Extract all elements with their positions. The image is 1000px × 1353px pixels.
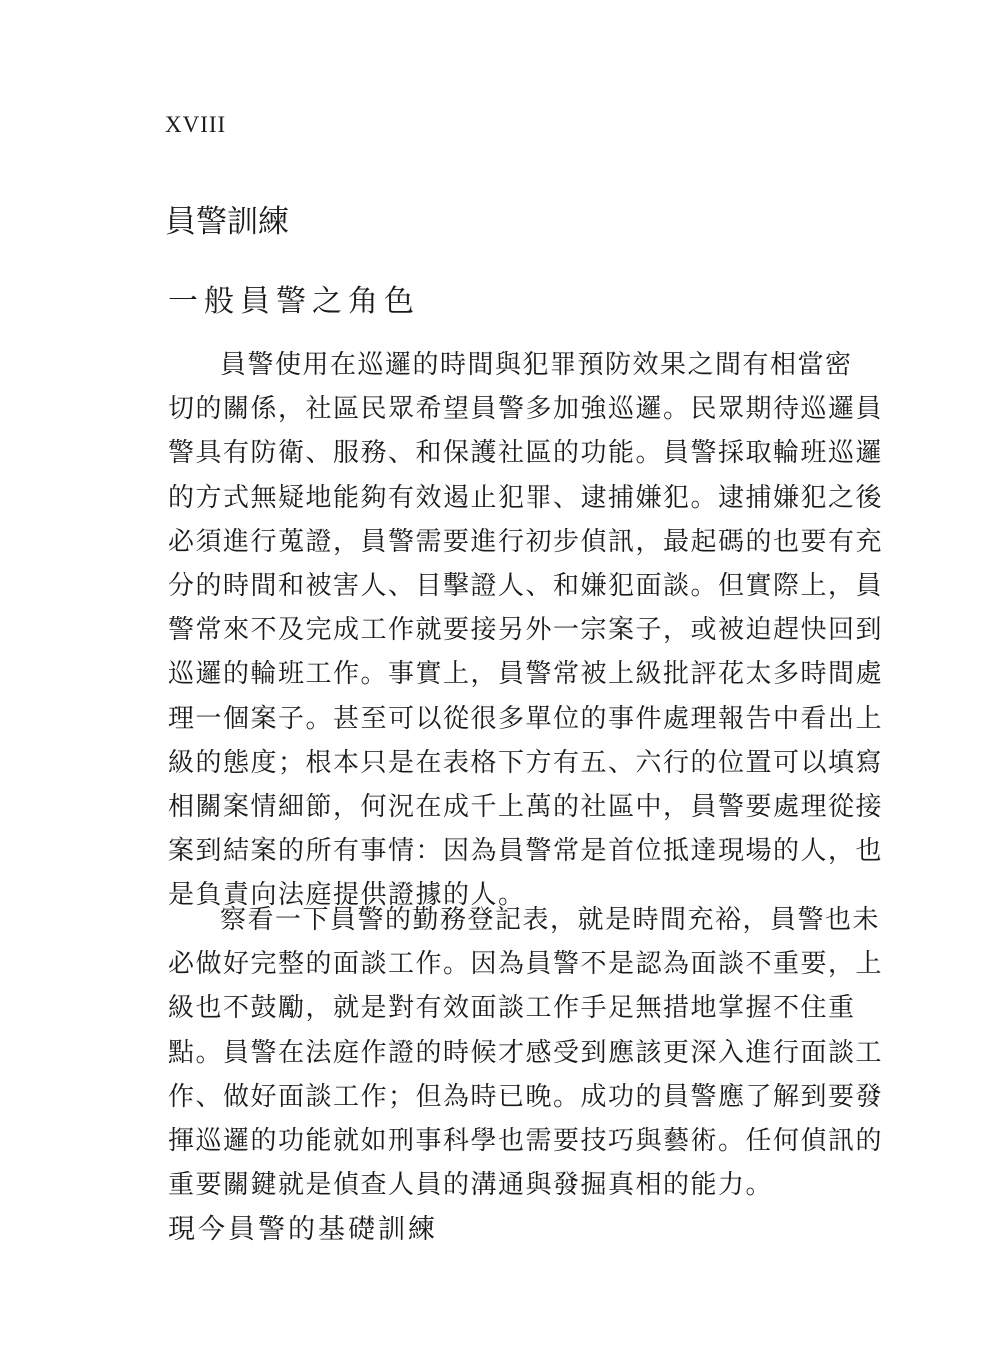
text-line: 切的關係，社區民眾希望員警多加強巡邏。民眾期待巡邏員 [168,394,884,425]
text-line: 必做好完整的面談工作。因為員警不是認為面談不重要，上 [168,949,884,980]
text-line: 揮巡邏的功能就如刑事科學也需要技巧與藝術。任何偵訊的 [168,1126,884,1157]
text-line: 必須進行蒐證，員警需要進行初步偵訊，最起碼的也要有充 [168,526,884,557]
text-line: 的方式無疑地能夠有效遏止犯罪、逮捕嫌犯。逮捕嫌犯之後 [168,482,884,513]
paragraph-1 [168,343,884,918]
paragraph-2 [168,898,884,1207]
section-title: 一般員警之角色 [168,284,420,319]
text-line: 巡邏的輪班工作。事實上，員警常被上級批評花太多時間處 [168,659,884,690]
text-line: 點。員警在法庭作證的時候才感受到應該更深入進行面談工 [168,1037,884,1068]
text-line: 分的時間和被害人、目擊證人、和嫌犯面談。但實際上，員 [168,571,884,602]
text-line: 級也不鼓勵，就是對有效面談工作手足無措地掌握不住重 [168,993,856,1024]
text-line: 警具有防衛、服務、和保護社區的功能。員警採取輪班巡邏 [168,438,884,469]
text-line: 是負責向法庭提供證據的人。 [168,880,526,911]
subsection-title: 現今員警的基礎訓練 [168,1214,438,1245]
text-line: 重要關鍵就是偵查人員的溝通與發掘真相的能力。 [168,1170,774,1201]
text-line: 案到結案的所有事情：因為員警常是首位抵達現場的人，也 [168,836,884,867]
text-line: 級的態度；根本只是在表格下方有五、六行的位置可以填寫 [168,747,884,778]
text-line: 警常來不及完成工作就要接另外一宗案子，或被迫趕快回到 [168,615,884,646]
text-line: 作、做好面談工作；但為時已晚。成功的員警應了解到要發 [168,1081,884,1112]
page-number: XVIII [165,112,227,137]
text-line: 相關案情細節，何況在成千上萬的社區中，員警要處理從接 [168,792,884,823]
text-line: 察看一下員警的勤務登記表，就是時間充裕，員警也未 [220,905,881,935]
chapter-title: 員警訓練 [165,204,289,240]
text-line: 員警使用在巡邏的時間與犯罪預防效果之間有相當密 [220,350,853,380]
text-line: 理一個案子。甚至可以從很多單位的事件處理報告中看出上 [168,703,884,734]
